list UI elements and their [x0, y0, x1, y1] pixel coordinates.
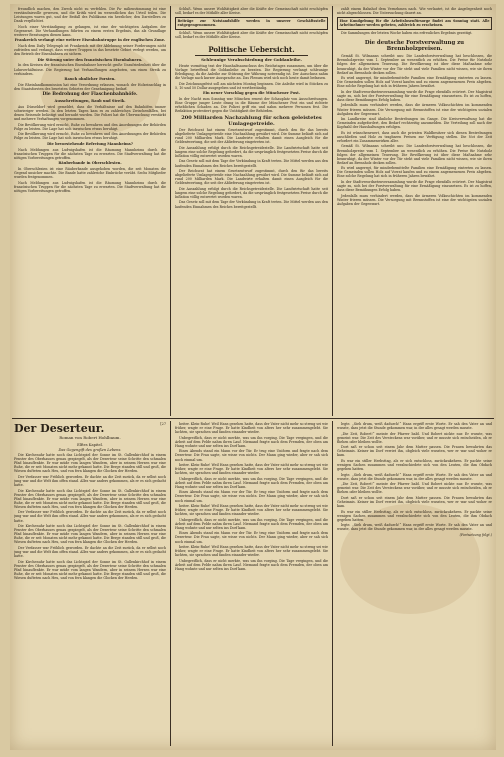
feuilleton-middle — [175, 422, 328, 748]
article-text: Gemäß St. Wilmanns schreibt uns: Die Landesforstverwaltung hat beschlossen, die Brennholzpreise vom 1. September an wesentlich zu erhöhen. Die Preise für Nutzholz folgen der allgemeinen Teuerung. Die Bevölkerung ist über diese Maßnahme sehr beunruhigt, da der Winter vor der Tür steht und viele Familien nicht wissen, wie sie ihren Bedarf an Brennholz decken sollen. — [337, 144, 492, 165]
article-text: Nach dem Daily Telegraph ist Frankreich mit der Ablehnung seiner Forderungen nicht zufrieden und verlangt, dass weitere Truppen in das besetzte Gebiet verlegt werden, um den Betrieb der Eisenbahnen zu sichern. — [14, 44, 166, 57]
novel-text: Es war ein stiller Herbsttag, als er sich entschloss, zurückzukehren. Er packte seine wenigen Sachen zusammen und verabschiedete sich von den Leuten, die ihm Obdach gegeben hatten. — [337, 509, 492, 522]
article-text: In den Kreisen der französischen Eisenbahner herrscht große Unzufriedenheit über die Lohnverhältnisse. Die Regierung hat Verhandlungen angeboten, um einen Streik zu verhindern. — [14, 63, 166, 76]
article-text: Nach Meldungen aus Ludwigshafen ist die Räumung Mannheims durch die französischen Truppen für die nächsten Tage zu erwarten. Die Stadtverwaltung hat die nötigen Vorbereitungen getroffen. — [14, 180, 166, 193]
novel-text: Die Kirchenuhr hatte noch das Lichtspiel der Sonne im St. Gallenkirchhof in einem Fenster des Oberhauses genau gespiegelt, als der Deserteur seine Schritte den schmalen Pfad hinauflenkte. Er war müde vom langen Wandern, aber in seinem Herzen war eine Ruhe, die er seit Monaten nicht mehr gekannt hatte. Die Berge standen still und groß, die Wiesen dufteten nach Heu, und von fern klangen die Glocken der Herden. — [14, 453, 166, 474]
article-headline: Schleunige Verabschiedung der Goldanleihe. — [201, 57, 302, 63]
article-subheadline: Ausschreitungen, Raub und Streik. — [54, 99, 126, 104]
article-text: Die Auszahlung erfolgt durch die Reichsgetreidestelle. Die Landwirtschaft hatte seit langem eine solche Regelung gefordert, da die ursprünglich festgesetzten Preise durch die Inflation völlig entwertet worden waren. — [175, 186, 328, 199]
feuilleton-rule — [12, 418, 494, 419]
article-text: In Oberschlesien ist eine Räuberbande ausgehoben worden, die seit Monaten die Gegend unsicher machte. Die Bande hatte zahlreiche Einbrüche verübt. Sechs Mitglieder wurden festgenommen. — [14, 166, 166, 180]
article-text: Die Rheinlandkommission hat eine Verordnung erlassen, wonach der Holzeinschlag in den Staatsforsten des besetzten Gebietes der Genehmigung bedarf. — [14, 82, 166, 91]
novel-text: Unbegreiflich, dass er nicht merkte, was um ihn vorging. Die Tage vergingen, und die Arbeit auf dem Felde nahm ihren Lauf. Niemand fragte nach dem Fremden, der oben am Hang wohnte und nur selten ins Dorf kam. — [175, 476, 328, 489]
feuilleton-right — [337, 422, 492, 748]
column-rule — [170, 421, 171, 746]
novel-text: legte. „Sieh drum, weiß dadurch!“ Hans ergriff erste Worte. Er sah den Vater an und wusste, dass jetzt die Stunde gekommen war, in der alles gesagt werden musste. — [337, 523, 492, 532]
novel-text: Unbegreiflich, dass er nicht merkte, was um ihn vorging. Die Tage vergingen, und die Arbeit auf dem Felde nahm ihren Lauf. Niemand fragte nach dem Fremden, der oben am Hang wohnte und nur selten ins Dorf kam. — [175, 517, 328, 530]
newspaper-page — [10, 4, 496, 750]
article-text: Es wird angeregt, für minderbemittelte Familien eine Ermäßigung eintreten zu lassen. Die Gemeinden sollen Holz auf Vorrat kaufen und zu einem angemessenen Preis abgeben. Eine solche Regelung hat sich in früheren Jahren bewährt. — [337, 76, 492, 89]
novel-text: Eines Abends stand ein Mann vor der Tür. Er trug eine Uniform und fragte nach dem Deserteur. Die Frau sagte, sie wisse von nichts. Der Mann ging wieder, aber er sah sich noch einmal um. — [175, 490, 328, 503]
article-text: Die Zeichnungsfrist soll am nächsten Montag beginnen. Die Anleihe wird in Stücken zu 5, 10 und 50 Dollar ausgegeben und ist wertbeständig. — [175, 81, 328, 90]
novel-text: Dort saß er schon seit einem Jahr dem Mutter passen. Die Frauen bewahrten das Geheimnis. Keiner im Dorf verriet ihn, obgleich viele wussten, wer er war und woher er kam. — [337, 445, 492, 458]
article-text: Der Reichsrat hat einem Gesetzentwurf zugestimmt, durch den für das bereits abgelieferte Umlagegetreide eine Nachzahlung gewährt wird. Die Summe beläuft sich auf rund 200 Milliarden Mark. Die Landwirte erhalten damit einen Ausgleich für die Geldentwertung, die seit der Ablieferung eingetreten ist. — [175, 169, 328, 186]
article-headline: Ein neuer Vorschlag gegen die Münchener Post. — [202, 91, 301, 96]
article-text: Jedenfalls muss verhindert werden, dass die ärmeren Volksschichten im kommenden Winter frieren müssen. Die Versorgung mit Brennstoffen ist eine der wichtigsten sozialen Aufgaben der Gegenwart. — [337, 193, 492, 206]
article-text: Heute vormittag trat der Haushaltsausschuss des Reichstages zusammen, um über die Vorlage betreffend die Goldanleihe zu beraten. Die Regierung verlangt schleunige Erledigung, da die Anleihe zur Stützung der Währung notwendig ist. Der Ausschuss nahm die Vorlage nach kurzer Aussprache an. Das Plenum wird sich noch heute damit befassen. — [175, 63, 328, 81]
article-headline: 200 Milliarden Nachzahlung für schon geleistetes Umlagegetreide. — [181, 114, 322, 127]
article-text: In der Stadtverordnetenversammlung wurde die Frage ebenfalls erörtert. Der Magistrat sagte zu, sich bei der Forstverwaltung für eine Ermäßigung einzusetzen. Es ist zu hoffen, dass diese Bemühungen Erfolg haben. — [337, 179, 492, 193]
novel-text: heiter. Klein-Ruhe! Weil Hans gesehen hatte, dass der Vater nicht mehr so streng sei wie früher, wagte er eine Frage. Er hatte Kindheit von alters her sehr zusammengelebt. Sie lachten, sie sprachen und fanden einander wieder. — [175, 422, 328, 435]
article-text: Im Landkreise sind ähnliche Bestrebungen im Gange. Die Kreisverwaltung hat die Gemeinden aufgefordert, den Bedarf rechtzeitig anzumelden. Die Verteilung soll nach der Kopfzahl der Haushaltungen erfolgen. — [337, 117, 492, 130]
article-headline: Räuberbande in Oberschlesien. — [58, 161, 122, 166]
novel-text: Der Verfasser war Fröhlich geworden. Er dachte an die Zeit zurück, da er selbst noch jung war und die Welt ihm offen stand. Alles war anders gekommen, als er es sich gedacht hatte. — [14, 510, 166, 523]
column-rule — [170, 6, 171, 416]
article-text: Die Bevölkerung wird ersucht, Ruhe zu bewahren und den Anordnungen der Behörden Folge zu leisten. Die Lage hat sich inzwischen etwas beruhigt. — [14, 132, 166, 141]
column-rule — [332, 6, 333, 416]
article-headline: Die deutsche Forstverwaltung zu Brennholzpreisen. — [364, 39, 465, 53]
article-headline: Die bevorstehende Befreiung Mannheims? — [47, 141, 133, 146]
article-text: zahlt einem Bahnhof dem Vernehmen nach. Wie verlautet, ist die Angelegenheit noch nicht abgeschlossen. Die Untersuchung dauert an. — [337, 7, 492, 16]
article-headline: Die Bedrohung der Flaschenbahnhöfe. — [42, 92, 138, 98]
novel-text: Die Kirchenuhr hatte noch das Lichtspiel der Sonne im St. Gallenkirchhof in einem Fenster des Oberhauses genau gespiegelt, als der Deserteur seine Schritte den schmalen Pfad hinauflenkte. Er war müde vom langen Wandern, aber in seinem Herzen war eine Ruhe, die er seit Monaten nicht mehr gekannt hatte. Die Berge standen still und groß, die Wiesen dufteten nach Heu, und von fern klangen die Glocken der Herden. — [14, 524, 166, 545]
article-text: Das Gesetz soll mit dem Tage der Verkündung in Kraft treten. Die Mittel werden aus den laufenden Einnahmen des Reiches bereitgestellt. — [175, 159, 328, 168]
novel-text: Unbegreiflich, dass er nicht merkte, was um ihn vorging. Die Tage vergingen, und die Arbeit auf dem Felde nahm ihren Lauf. Niemand fragte nach dem Fremden, der oben am Hang wohnte und nur selten ins Dorf kam. — [175, 435, 328, 448]
article-text: In der Stadtverordnetenversammlung wurde die Frage ebenfalls erörtert. Der Magistrat sagte zu, sich bei der Forstverwaltung für eine Ermäßigung einzusetzen. Es ist zu hoffen, dass diese Bemühungen Erfolg haben. — [337, 89, 492, 102]
novel-text: Unbegreiflich, dass er nicht merkte, was um ihn vorging. Die Tage vergingen, und die Arbeit auf dem Felde nahm ihren Lauf. Niemand fragte nach dem Fremden, der oben am Hang wohnte und nur selten ins Dorf kam. — [175, 558, 328, 571]
article-text: Jedenfalls muss verhindert werden, dass die ärmeren Volksschichten im kommenden Winter frieren müssen. Die Versorgung mit Brennstoffen ist eine der wichtigsten sozialen Aufgaben der Gegenwart. — [337, 103, 492, 116]
middle-column — [175, 7, 328, 415]
article-text: Gemäß St. Wilmanns schreibt uns: Die Landesforstverwaltung hat beschlossen, die Brennholzpreise vom 1. September an wesentlich zu erhöhen. Die Preise für Nutzholz folgen der allgemeinen Teuerung. Die Bevölkerung ist über diese Maßnahme sehr beunruhigt, da der Winter vor der Tür steht und viele Familien nicht wissen, wie sie ihren Bedarf an Brennholz decken sollen. — [337, 54, 492, 75]
novel-text: Es war ein stiller Herbsttag, als er sich entschloss, zurückzukehren. Er packte seine wenigen Sachen zusammen und verabschiedete sich von den Leuten, die ihm Obdach gegeben hatten. — [337, 458, 492, 472]
feuilleton-left — [14, 422, 166, 748]
left-column — [14, 7, 166, 415]
novel-text: heiter. Klein-Ruhe! Weil Hans gesehen hatte, dass der Vater nicht mehr so streng sei wie früher, wagte er eine Frage. Er hatte Kindheit von alters her sehr zusammengelebt. Sie lachten, sie sprachen und fanden einander wieder. — [175, 504, 328, 517]
article-text: Schluß. Wenn unsere Wohltätigkeit aber die Kräfte der Gemeinschaft nicht erschöpfen soll, bedarf es der Mithilfe aller Kreise. — [175, 7, 328, 16]
chapter-subheading: Das Gegengift des großen Lebens. — [58, 448, 122, 452]
article-text: freundlich machen, den Zweck nicht zu verfehlen. Die Fa- milienstimmung ist eine verständnisvolle gewesen, und die Kritik wird im wesentlichen das Urteil teilen. Die Leistungen waren gut, und der Beifall des Publikums ein herzlicher, den Darstellern zu Dank verpflichtet. — [14, 7, 166, 24]
novel-text: legte. „Sieh drum, weiß dadurch!“ Hans ergriff erste Worte. Er sah den Vater an und wusste, dass jetzt die Stunde gekommen war, in der alles gesagt werden musste. — [337, 422, 492, 431]
installment-number: [27 — [160, 422, 166, 426]
novel-text: legte. „Sieh drum, weiß dadurch!“ Hans ergriff erste Worte. Er sah den Vater an und wusste, dass jetzt die Stunde gekommen war, in der alles gesagt werden musste. — [337, 472, 492, 481]
column-rule — [332, 421, 333, 746]
article-text: Nach Meldungen aus Ludwigshafen ist die Räumung Mannheims durch die französischen Truppen für die nächsten Tage zu erwarten. Die Stadtverwaltung hat die nötigen Vorbereitungen getroffen. — [14, 147, 166, 160]
article-text: In der Nacht zum Sonntag war München erneut der Schauplatz von Ausschreitungen. Eine Gruppe junger Leute drang in die Räume der Münchener Post ein und richtete erheblichen Schaden an. Die Polizei griff ein und nahm mehrere Personen fest. Die Redaktion protestiert gegen die Untätigkeit der Behörden. — [175, 96, 328, 114]
article-text: Aus Düsseldorf wird gemeldet, dass die Verhältnisse auf den Bahnhöfen immer schwieriger werden. In den letzten Tagen kam es zu zahlreichen Zwischenfällen, bei denen Reisende belästigt und beraubt wurden. Die Polizei hat die Überwachung verstärkt und mehrere Verhaftungen vorgenommen. — [14, 104, 166, 122]
novel-text: Der Verfasser war Fröhlich geworden. Er dachte an die Zeit zurück, da er selbst noch jung war und die Welt ihm offen stand. Alles war anders gekommen, als er es sich gedacht hatte. — [14, 474, 166, 488]
article-text: Das Gesetz soll mit dem Tage der Verkündung in Kraft treten. Die Mittel werden aus den laufenden Einnahmen des Reiches bereitgestellt. — [175, 200, 328, 209]
novel-text: „Die Zeit, Robert!“ meinte der Pfarrer bald. Und Robert nickte nur. Er wusste, was gemeint war. Die Zeit des Versteckens war vorüber, und er musste sich entscheiden, ob er fliehen oder bleiben wollte. — [337, 431, 492, 444]
notice-box: Eine Kundgebung für die Arbeitslosenfürsorge findet am Sonntag statt. Alle Arbeitnehmer werden gebeten, zahlreich zu erscheinen. — [337, 17, 492, 30]
article-headline: Die Störung unter den französischen Eisenbahnern. — [37, 57, 143, 62]
novel-author: Roman von Robert Hohlbaum. — [59, 435, 121, 440]
notice-box: Beiträge zur Notstandshilfe werden in unserer Geschäftsstelle entgegengenommen. — [175, 17, 328, 30]
article-text: Schluß. Wenn unsere Wohltätigkeit aber die Kräfte der Gemeinschaft nicht erschöpfen soll, bedarf es der Mithilfe aller Kreise. — [175, 31, 328, 40]
article-text: Der Reichsrat hat einem Gesetzentwurf zugestimmt, durch den für das bereits abgelieferte Umlagegetreide eine Nachzahlung gewährt wird. Die Summe beläuft sich auf rund 200 Milliarden Mark. Die Landwirte erhalten damit einen Ausgleich für die Geldentwertung, die seit der Ablieferung eingetreten ist. — [175, 128, 328, 145]
article-text: Noch einer Verständigung zu gelangen, ist eine der wichtigsten Aufgaben der Gegenwart. Die Verhandlungen führten zu einem ersten Ergebnis, das als Grundlage weiterer Beratungen dienen kann. — [14, 24, 166, 37]
novel-text: „Die Zeit, Robert!“ meinte der Pfarrer bald. Und Robert nickte nur. Er wusste, was gemeint war. Die Zeit des Versteckens war vorüber, und er musste sich entscheiden, ob er fliehen oder bleiben wollte. — [337, 482, 492, 495]
novel-text: Eines Abends stand ein Mann vor der Tür. Er trug eine Uniform und fragte nach dem Deserteur. Die Frau sagte, sie wisse von nichts. Der Mann ging wieder, aber er sah sich noch einmal um. — [175, 531, 328, 544]
novel-text: Die Kirchenuhr hatte noch das Lichtspiel der Sonne im St. Gallenkirchhof in einem Fenster des Oberhauses genau gespiegelt, als der Deserteur seine Schritte den schmalen Pfad hinauflenkte. Er war müde vom langen Wandern, aber in seinem Herzen war eine Ruhe, die er seit Monaten nicht mehr gekannt hatte. Die Berge standen still und groß, die Wiesen dufteten nach Heu, und von fern klangen die Glocken der Herden. — [14, 559, 166, 580]
novel-title: Der Deserteur. — [14, 422, 105, 435]
novel-text: heiter. Klein-Ruhe! Weil Hans gesehen hatte, dass der Vater nicht mehr so streng sei wie früher, wagte er eine Frage. Er hatte Kindheit von alters her sehr zusammengelebt. Sie lachten, sie sprachen und fanden einander wieder. — [175, 463, 328, 476]
novel-text: Die Kirchenuhr hatte noch das Lichtspiel der Sonne im St. Gallenkirchhof in einem Fenster des Oberhauses genau gespiegelt, als der Deserteur seine Schritte den schmalen Pfad hinauflenkte. Er war müde vom langen Wandern, aber in seinem Herzen war eine Ruhe, die er seit Monaten nicht mehr gekannt hatte. Die Berge standen still und groß, die Wiesen dufteten nach Heu, und von fern klangen die Glocken der Herden. — [14, 488, 166, 509]
article-text: Es wird angeregt, für minderbemittelte Familien eine Ermäßigung eintreten zu lassen. Die Gemeinden sollen Holz auf Vorrat kaufen und zu einem angemessenen Preis abgeben. Eine solche Regelung hat sich in früheren Jahren bewährt. — [337, 166, 492, 179]
article-text: Die Bevölkerung wird ersucht, Ruhe zu bewahren und den Anordnungen der Behörden Folge zu leisten. Die Lage hat sich inzwischen etwas beruhigt. — [14, 122, 166, 131]
article-text: Es ist wünschenswert, dass auch die privaten Waldbesitzer sich diesen Bestrebungen anschließen und Holz zu tragbaren Preisen zur Verfügung stellen. Die Not der Zeit erfordert ein Zusammenwirken aller. — [337, 130, 492, 143]
chapter-heading: Elftes Kapitel. — [77, 443, 103, 447]
article-headline: Rauch ohnlicher Forsten. — [64, 77, 116, 82]
article-headline: Frankreich verlangt eine weitere Eisenbahntruppe in der englischen Zone. — [14, 38, 166, 43]
novel-text: heiter. Klein-Ruhe! Weil Hans gesehen hatte, dass der Vater nicht mehr so streng sei wie früher, wagte er eine Frage. Er hatte Kindheit von alters her sehr zusammengelebt. Sie lachten, sie sprachen und fanden einander wieder. — [175, 545, 328, 558]
right-column — [337, 7, 492, 415]
novel-text: Dort saß er schon seit einem Jahr dem Mutter passen. Die Frauen bewahrten das Geheimnis. Keiner im Dorf verriet ihn, obgleich viele wussten, wer er war und woher er kam. — [337, 495, 492, 509]
article-text: Die Sammlungen der letzten Woche haben ein erfreuliches Ergebnis gezeitigt. — [341, 31, 473, 36]
novel-text: Der Verfasser war Fröhlich geworden. Er dachte an die Zeit zurück, da er selbst noch jung war und die Welt ihm offen stand. Alles war anders gekommen, als er es sich gedacht hatte. — [14, 545, 166, 559]
continuation-note: (Fortsetzung folgt.) — [459, 533, 492, 538]
section-title: Politische Uebersicht. — [208, 44, 295, 54]
article-text: Die Auszahlung erfolgt durch die Reichsgetreidestelle. Die Landwirtschaft hatte seit langem eine solche Regelung gefordert, da die ursprünglich festgesetzten Preise durch die Inflation völlig entwertet worden waren. — [175, 145, 328, 158]
novel-text: Eines Abends stand ein Mann vor der Tür. Er trug eine Uniform und fragte nach dem Deserteur. Die Frau sagte, sie wisse von nichts. Der Mann ging wieder, aber er sah sich noch einmal um. — [175, 449, 328, 462]
